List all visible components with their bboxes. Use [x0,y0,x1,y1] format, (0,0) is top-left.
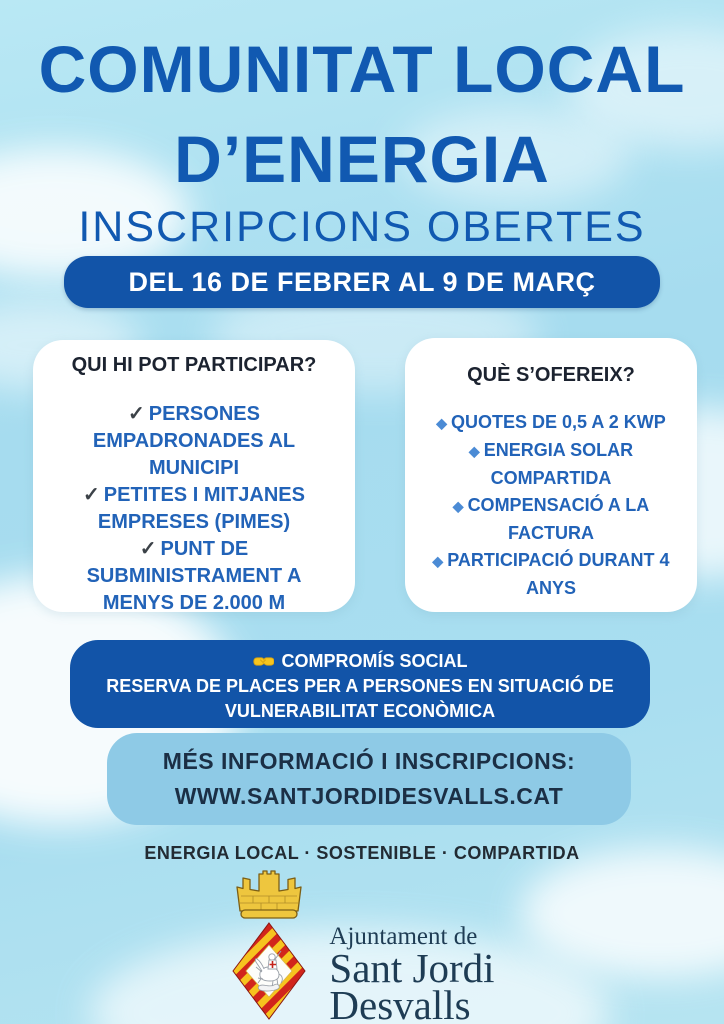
participants-item-text: PERSONES EMPADRONADES AL MUNICIPI [92,403,296,479]
participants-item [53,536,335,617]
participants-item [53,482,335,536]
social-commitment-banner [70,640,650,728]
poster-title-line-1: COMUNITAT LOCAL [38,32,686,106]
offer-item [421,409,681,437]
diamond-bullet-icon: ◆ [432,553,444,569]
participants-card [33,340,355,612]
diamond-bullet-icon: ◆ [436,415,448,431]
info-banner-url: WWW.SANTJORDIDESVALLS.CAT [174,783,564,809]
offer-heading: QUÈ S’OFEREIX? [467,364,635,386]
social-banner-heading: COMPROMÍS SOCIAL [281,650,468,671]
offer-card [405,338,697,612]
social-banner-text: RESERVA DE PLACES PER A PERSONES EN SITUACIÓ DE VULNERABILITAT ECONÒMICA [106,675,614,721]
offer-item-text: COMPENSACIÓ A LA FACTURA [467,495,650,543]
date-banner-text: DEL 16 DE FEBRER AL 9 DE MARÇ [128,266,596,297]
municipality-crest [229,868,309,1020]
poster-title-line-2: D’ENERGIA [174,122,550,196]
poster-subtitle: INSCRIPCIONS OBERTES [78,203,646,251]
handshake-icon [252,654,274,669]
crown-icon [237,871,301,918]
org-prefix: Ajuntament de [329,923,478,950]
municipality-logo [0,868,724,1024]
org-name-line-2: Desvalls [329,982,471,1024]
check-icon: ✓ [139,538,157,560]
offer-list [421,409,681,602]
participants-item-text: PETITES I MITJANES EMPRESES (PIMES) [97,484,305,533]
participants-item-text: PUNT DE SUBMINISTRAMENT A MENYS DE 2.000 M [86,538,302,614]
social-banner-heading-row [252,649,467,674]
info-banner-heading: MÉS INFORMACIÓ I INSCRIPCIONS: [162,748,576,774]
offer-item [421,437,681,492]
municipality-name-block [329,924,494,1024]
participants-list [53,401,335,617]
offer-item-text: PARTICIPACIÓ DURANT 4 ANYS [447,550,670,598]
participants-heading: QUI HI POT PARTICIPAR? [71,354,317,376]
org-name-line-1: Sant Jordi [329,945,495,991]
check-icon: ✓ [128,403,145,425]
diamond-bullet-icon: ◆ [468,443,480,459]
date-banner [64,256,660,308]
offer-item [421,547,681,602]
info-banner [107,733,631,825]
offer-item [421,492,681,547]
check-icon: ✓ [83,484,100,506]
coat-of-arms-icon [233,923,305,1019]
offer-item-text: ENERGIA SOLAR COMPARTIDA [483,440,634,488]
diamond-bullet-icon: ◆ [452,498,464,514]
tagline: ENERGIA LOCAL · SOSTENIBLE · COMPARTIDA [144,843,580,863]
participants-item [53,401,335,482]
offer-item-text: QUOTES DE 0,5 A 2 KWP [451,412,666,432]
